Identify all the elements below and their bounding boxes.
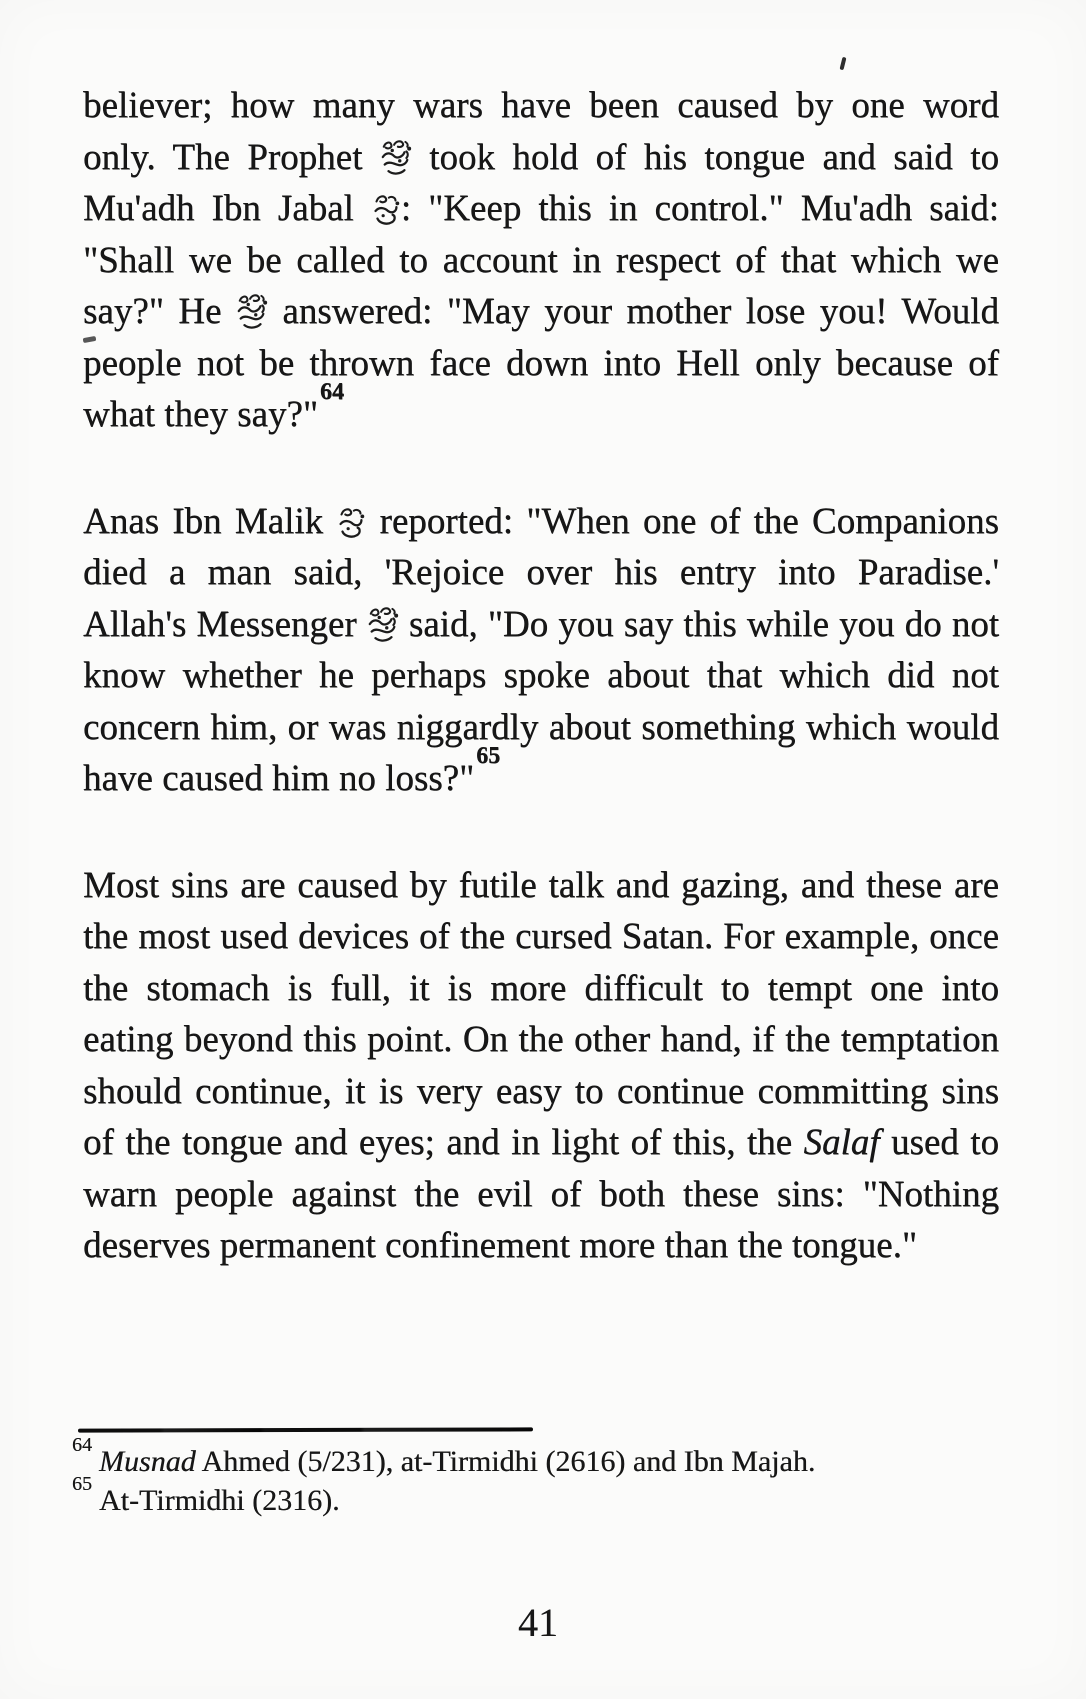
ra-calligraphy-icon [336, 505, 366, 541]
text-run: know whether he perhaps spoke about that which did not [83, 655, 999, 696]
footnote-marker-64: 64 [72, 1434, 92, 1456]
text-line [83, 1220, 999, 1272]
footnote-65 [72, 1472, 982, 1521]
text-line [83, 1117, 999, 1169]
text-run: Ahmed (5/231), at-Tirmidhi (2616) and Ibn Majah. [195, 1445, 816, 1478]
footnote-64 [72, 1434, 982, 1482]
text-line [83, 1066, 999, 1118]
text-run: Most sins are caused by futile talk and gazing, and these are [83, 864, 999, 906]
pbuh-calligraphy-icon [236, 291, 268, 333]
text-run: : "Keep this in control." Mu'adh said: [400, 188, 999, 229]
text-line [83, 860, 999, 912]
text-run: say?" He [83, 291, 236, 332]
text-line [83, 742, 999, 805]
paragraph-3 [83, 860, 999, 1272]
text-run: concern him, or was niggardly about something which would [83, 706, 999, 748]
text-run: the stomach is full, it is more difficult to tempt one into [83, 967, 999, 1009]
text-line [83, 378, 999, 441]
text-line [83, 963, 999, 1015]
text-run: "Shall we be called to account in respect of that which we [83, 239, 999, 281]
text-line [83, 1014, 999, 1066]
text-run: Allah's Messenger [83, 603, 367, 645]
text-run: used to [879, 1122, 999, 1163]
text-line [83, 650, 999, 702]
footnote-marker-65: 65 [72, 1472, 92, 1495]
text-run: warn people against the evil of both these sins: "Nothing [83, 1173, 999, 1215]
text-run: Musnad [99, 1445, 196, 1478]
text-run: died a man said, 'Rejoice over his entry into Paradise.' [83, 552, 999, 593]
text-run: deserves permanent confinement more than the tongue." [83, 1225, 917, 1266]
pbuh-calligraphy-icon [380, 137, 412, 179]
footnote-separator [78, 1427, 533, 1432]
text-run: should continue, it is very easy to continue committing sins [83, 1070, 999, 1112]
paragraph-1 [83, 80, 999, 441]
text-block [83, 80, 999, 1272]
text-run: answered: "May your mother lose you! Would [267, 291, 999, 332]
text-run: believer; how many wars have been caused by one word [83, 85, 999, 126]
text-run: took hold of his tongue and said to [411, 136, 999, 178]
scan-speck [839, 57, 846, 71]
text-run: Anas Ibn Malik [83, 500, 337, 542]
text-line [83, 132, 999, 184]
text-line [83, 183, 999, 235]
page-number: 41 [518, 1600, 558, 1645]
pbuh-calligraphy-icon [367, 604, 399, 646]
text-line [83, 286, 999, 338]
text-line [83, 599, 999, 651]
text-run: the most used devices of the cursed Satan. For example, once [83, 916, 999, 957]
text-run: At-Tirmidhi (2316). [99, 1483, 340, 1517]
text-run: what they say?" [83, 394, 318, 435]
ra-calligraphy-icon [371, 192, 401, 228]
paragraph-2 [83, 496, 999, 805]
text-run: reported: "When one of the Companions [366, 500, 999, 542]
text-line [83, 80, 999, 132]
footnote-ref-64: 64 [319, 378, 344, 405]
footnotes [72, 1434, 982, 1520]
footnote-ref-65: 65 [476, 742, 501, 769]
text-line [83, 911, 999, 963]
text-run: have caused him no loss?" [83, 758, 475, 799]
text-run: Salaf [803, 1122, 880, 1163]
text-run: Mu'adh Ibn Jabal [83, 188, 371, 229]
text-line [83, 338, 999, 390]
text-line [83, 702, 999, 754]
text-line [83, 235, 999, 287]
text-line [83, 1169, 999, 1221]
text-line [83, 496, 999, 548]
text-line [83, 547, 999, 599]
text-run: people not be thrown face down into Hell only because of [83, 342, 999, 384]
text-run: said, "Do you say this while you do not [398, 603, 1000, 645]
text-run: eating beyond this point. On the other hand, if the temptation [83, 1019, 999, 1060]
text-run: only. The Prophet [83, 136, 380, 178]
text-run: of the tongue and eyes; and in light of this, the [83, 1122, 804, 1163]
